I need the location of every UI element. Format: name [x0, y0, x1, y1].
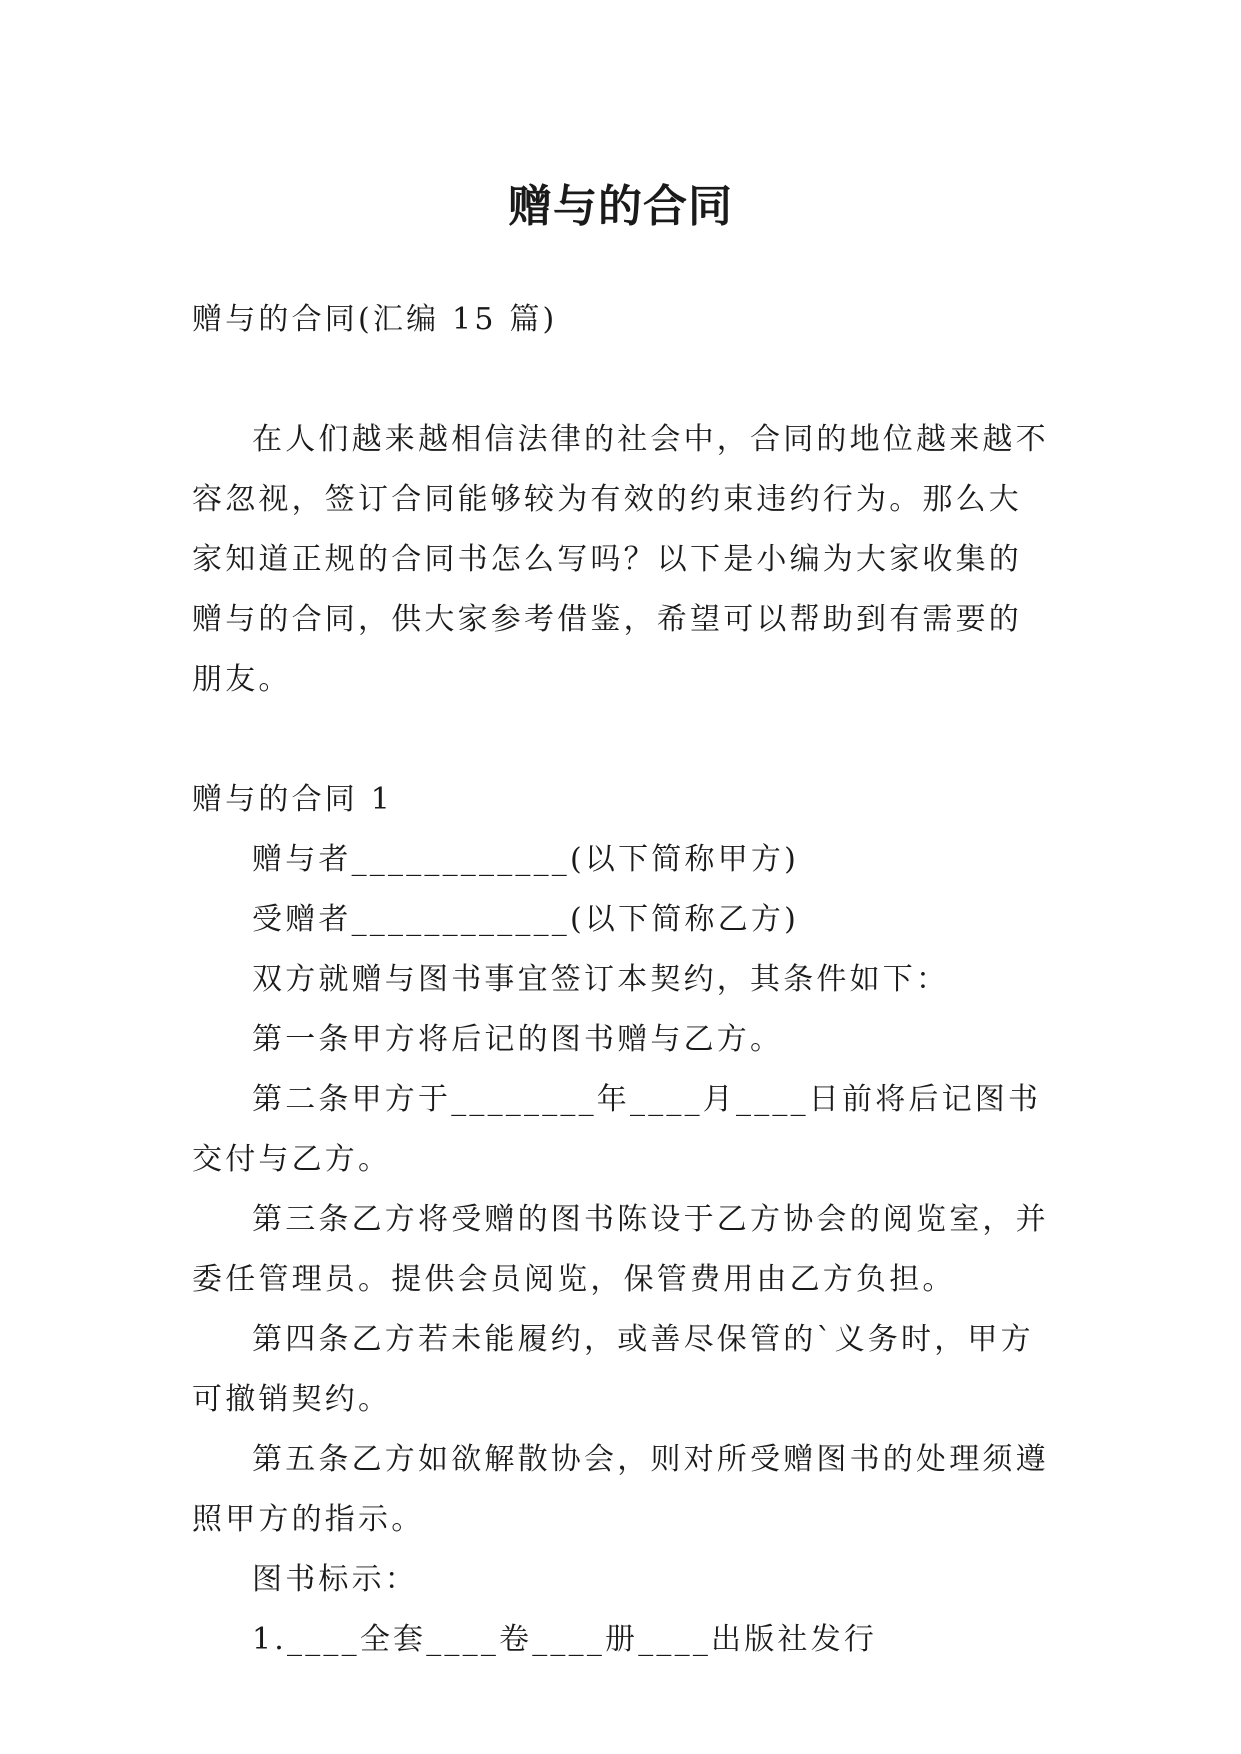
book-listing-label: 图书标示：	[252, 1562, 418, 1597]
clause-donee: 受赠者____________(以下简称乙方)	[252, 902, 800, 937]
document-title: 赠与的合同	[508, 181, 733, 233]
clause-donor: 赠与者____________(以下简称甲方)	[252, 842, 800, 877]
document-body	[192, 290, 1052, 1670]
clause-preamble: 双方就赠与图书事宜签订本契约，其条件如下：	[252, 962, 950, 997]
document-subtitle: 赠与的合同(汇编 15 篇)	[192, 302, 558, 337]
section-heading: 赠与的合同 1	[192, 782, 394, 817]
intro-paragraph: 在人们越来越相信法律的社会中，合同的地位越来越不容忽视，签订合同能够较为有效的约束违约行为。那么大家知道正规的合同书怎么写吗？以下是小编为大家收集的赠与的合同，供大家参考借鉴，希望可以帮助到有需要的朋友。	[192, 422, 1049, 697]
clause-article-5: 第五条乙方如欲解散协会，则对所受赠图书的处理须遵照甲方的指示。	[192, 1442, 1049, 1537]
clause-article-2: 第二条甲方于________年____月____日前将后记图书交付与乙方。	[192, 1082, 1042, 1177]
clause-article-4: 第四条乙方若未能履约，或善尽保管的`义务时，甲方可撤销契约。	[192, 1322, 1034, 1417]
clause-article-3: 第三条乙方将受赠的图书陈设于乙方协会的阅览室，并委任管理员。提供会员阅览，保管费用由乙方负担。	[192, 1202, 1049, 1297]
clause-article-1: 第一条甲方将后记的图书赠与乙方。	[252, 1022, 784, 1057]
book-listing-item: 1.____全套____卷____册____出版社发行	[252, 1622, 878, 1657]
